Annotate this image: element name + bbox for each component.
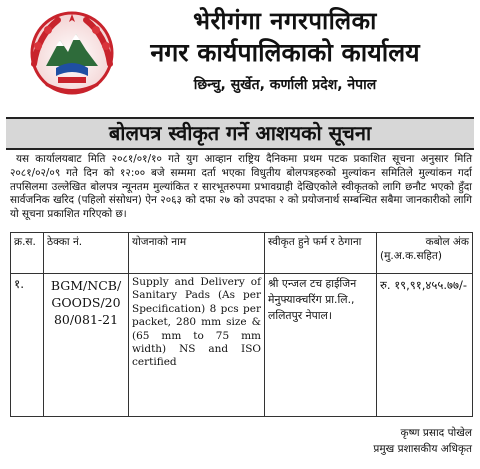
header-project-name: योजनाको नाम: [129, 233, 265, 274]
office-name: नगर कार्यपालिकाको कार्यालय: [150, 38, 420, 67]
header-amount-line1: कबोल अंक: [425, 236, 469, 248]
header-amount-line2: (मु.अ.क.सहित): [380, 250, 442, 262]
municipality-name: भेरीगंगा नगरपालिका: [193, 6, 377, 35]
row-tender-no: BGM/NCB/ GOODS/20 80/081-21: [44, 274, 129, 417]
nepal-government-emblem-icon: [28, 6, 116, 96]
signatory-name: कृष्ण प्रसाद पोखेल: [400, 427, 472, 439]
row-sn: १.: [11, 274, 44, 417]
header-firm: स्वीकृत हुने फर्म र ठेगाना: [265, 233, 377, 274]
header-tender-no: ठेक्का नं.: [44, 233, 129, 274]
signature-block: [292, 425, 472, 457]
row-amount: रु. १९,९१,४५५.७७/-: [377, 274, 473, 417]
row-project-name: Supply and Delivery of Sanitary Pads (As per Specification) 8 pcs per packet, 280 mm size & (65 mm to 75 mm width) NS and ISO certified: [129, 274, 265, 417]
table-row: [11, 274, 473, 417]
header-amount: [377, 233, 473, 274]
notice-body: यस कार्यालयबाट मिति २०८१/०१/१० गते युग आव्हान राष्ट्रिय दैनिकमा प्रथम पटक प्रकाशित सूचना अनुसार मिति २०८१/०२/०९ गते दिन को १२:०० बजे सम्ममा दर्ता भएका विधुतीय बोलपत्रहरुको मुल्यांकन समितिले मुल्यांकन गर्दा तपसिलमा उल्लेखित बोलपत्र न्यूनतम मुल्यांकित र सारभूतरुपमा प्रभावग्राही देखिएकोले स्वीकृतको लागि छनौट भएको हुँदा सार्वजनिक खरिद (पहिलो संसोधन) ऐन २०६३ को दफा २७ को उपदफा २ को प्रयोजनार्थ सम्बन्धित सबैमा जानकारीको लागि यो सूचना प्रकाशित गरिएको छ।: [10, 153, 472, 221]
header-sn: क्र.स.: [11, 233, 44, 274]
signatory-designation: प्रमुख प्रशासकीय अधिकृत: [373, 443, 472, 455]
bid-table: [10, 232, 472, 417]
office-address: छिन्चु, सुर्खेत, कर्णाली प्रदेश, नेपाल: [193, 77, 377, 93]
row-firm: श्री एन्जल टच हाईजिन मेनुफ्याक्चरिंग प्रा.लि., ललितपुर नेपाल।: [265, 274, 377, 417]
notice-title: बोलपत्र स्वीकृत गर्ने आशयको सूचना: [6, 117, 474, 150]
table-header-row: [11, 233, 473, 274]
